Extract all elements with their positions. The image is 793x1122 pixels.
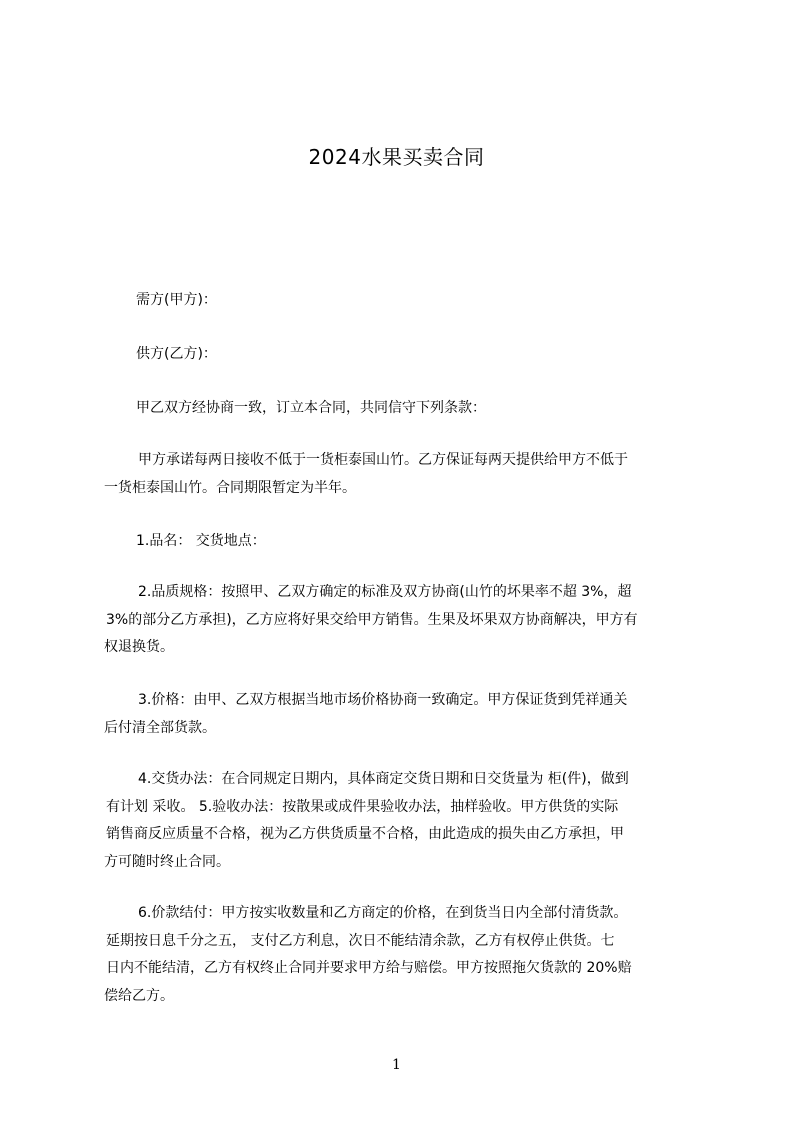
preamble-text: 甲乙双方经协商一致，订立本合同，共同信守下列条款： (136, 400, 486, 416)
clause-4-5-paragraph (104, 766, 698, 876)
clause-6-line: 日内不能结清，乙方有权终止合同并要求甲方给与赔偿。甲方按照拖欠货款的 20%赔 (106, 960, 632, 976)
document-title: 2024水果买卖合同 (308, 145, 485, 169)
clause-4-5-line: 销售商反应质量不合格，视为乙方供货质量不合格，由此造成的损失由乙方承担，甲 (106, 826, 624, 842)
commitment-line: 一货柜泰国山竹。合同期限暂定为半年。 (104, 479, 356, 496)
buyer-label-paragraph (104, 287, 698, 315)
commitment-paragraph (104, 447, 698, 502)
clause-2-line: 2.品质规格：按照甲、乙双方确定的标准及双方协商(山竹的坏果率不超 3%，超 (138, 584, 632, 600)
clause-3-line: 3.价格：由甲、乙双方根据当地市场价格协商一致确定。甲方保证货到凭祥通关 (138, 692, 628, 708)
clause-3-paragraph (104, 687, 698, 742)
clause-1-paragraph (104, 528, 698, 556)
clause-6-paragraph (104, 900, 698, 1010)
clause-2-paragraph (104, 579, 698, 662)
buyer-label: 需方(甲方)： (136, 292, 217, 308)
clause-3-line: 后付清全部货款。 (104, 719, 216, 736)
clause-4-5-line: 有计划 采收。 5.验收办法：按散果或成件果验收办法，抽样验收。甲方供货的实际 (106, 798, 619, 815)
page-number: 1 (392, 1057, 401, 1073)
clause-6-line: 6.价款结付：甲方按实收数量和乙方商定的价格，在到货当日内全部付清货款。 (138, 905, 628, 921)
clause-6-line: 偿给乙方。 (104, 987, 174, 1004)
clause-1-text: 1.品名： 交货地点： (136, 533, 266, 549)
preamble-paragraph (104, 395, 698, 423)
commitment-line: 甲方承诺每两日接收不低于一货柜泰国山竹。乙方保证每两天提供给甲方不低于 (138, 452, 628, 468)
clause-2-line: 3%的部分乙方承担)，乙方应将好果交给甲方销售。生果及坏果双方协商解决，甲方有 (106, 611, 638, 628)
seller-label: 供方(乙方)： (136, 346, 217, 362)
clause-6-line: 延期按日息千分之五， 支付乙方利息，次日不能结清余款，乙方有权停止供货。七 (106, 932, 615, 949)
clause-4-5-line: 4.交货办法：在合同规定日期内，具体商定交货日期和日交货量为 柜(件)，做到 (138, 771, 629, 787)
clause-2-line: 权退换货。 (104, 639, 174, 655)
clause-4-5-line: 方可随时终止合同。 (104, 853, 230, 870)
seller-label-paragraph (104, 341, 698, 369)
